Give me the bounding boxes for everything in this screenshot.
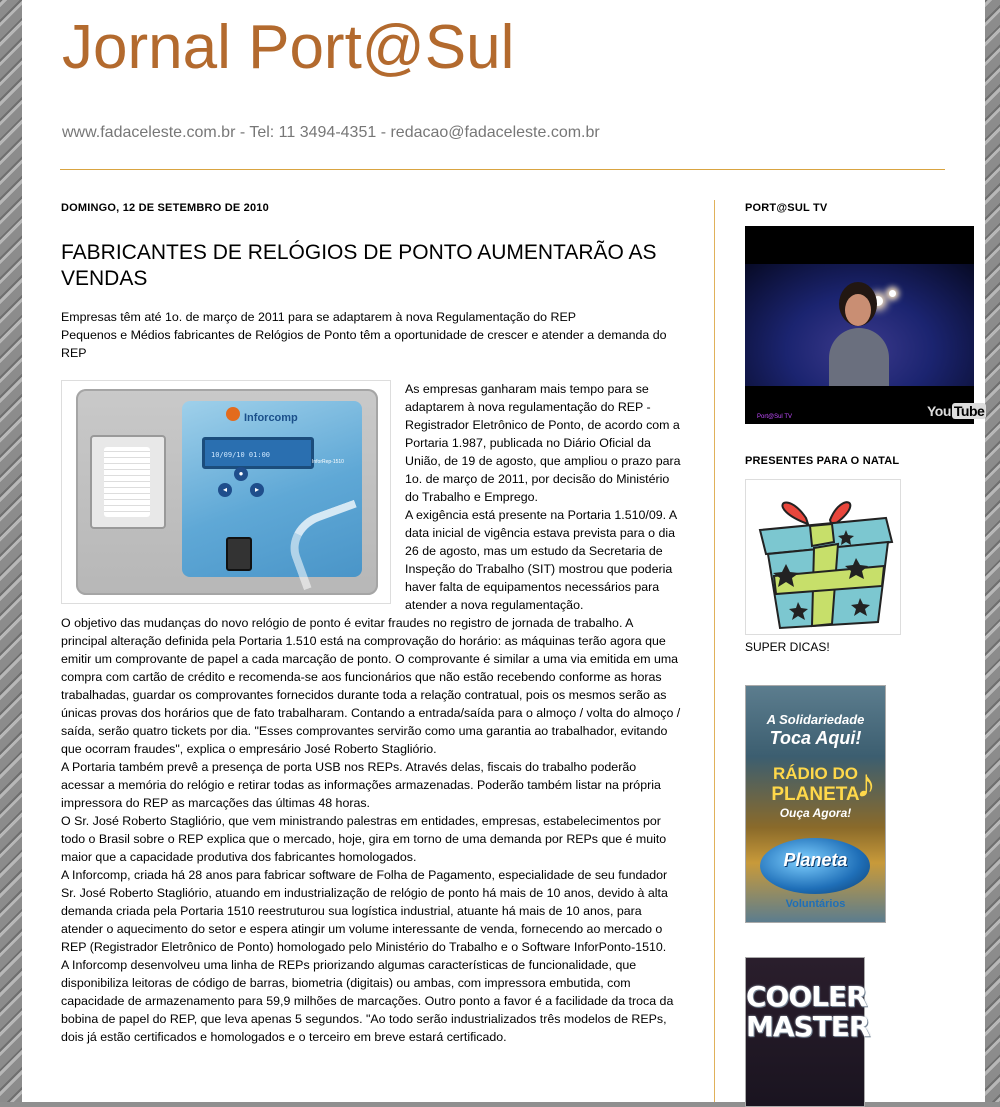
page-background-left	[0, 0, 22, 1102]
banner-text: Voluntários	[785, 898, 846, 910]
paper-roll	[104, 447, 150, 517]
printer-slot	[90, 435, 166, 529]
gifts-heading: PRESENTES PARA O NATAL	[745, 455, 900, 467]
post-paragraph: As empresas ganharam mais tempo para se adaptarem à nova regulamentação do REP - Registrador Eletrônico de Ponto, de acordo com a Portaria 1.987, publicada no Diário Oficial da União, de 19 de agosto, que ampliou o prazo para 1o. de março de 2011, por decisão do Ministério do Trabalho e Emprego.	[405, 382, 681, 504]
page-background-right	[985, 0, 1000, 1102]
banner-text: PLANETA	[771, 784, 860, 805]
banner-text: Planeta	[783, 850, 848, 870]
post-body	[61, 308, 681, 1046]
music-note-icon: ♪	[856, 762, 876, 806]
video-thumbnail	[745, 264, 974, 386]
post-paragraph: A Inforcomp, criada há 28 anos para fabricar software de Folha de Pagamento, especialidade de seu fundador Sr. José Roberto Stagliório, atuando em industrialização de relógio de ponto há mais de 10 anos, devido à alta demanda criada pela Portaria 1510 reestruturou sua logística industrial, atuante há mais de 10 anos, para atender o aquecimento do setor e espera atingir um volume interessante de venda, fornecendo ao mercado o REP (Registrador Eletrônico de Ponto) homologado pelo Ministério do Trabalho e o Software InforPonto-1510.	[61, 868, 668, 954]
post-intro-line: Pequenos e Médios fabricantes de Relógios de Ponto têm a oportunidade de crescer e atender a demanda do REP	[61, 328, 667, 360]
header-divider	[60, 169, 945, 170]
column-divider	[714, 200, 715, 1102]
device-brand: Inforcomp	[244, 412, 298, 424]
banner-text: RÁDIO DO	[773, 764, 858, 783]
post-intro-line: Empresas têm até 1o. de março de 2011 para se adaptarem à nova Regulamentação do REP	[61, 310, 576, 324]
arrow-right-icon: ▸	[250, 483, 264, 497]
gifts-link[interactable]: SUPER DICAS!	[745, 640, 830, 654]
time-clock-device	[76, 389, 378, 595]
youtube-logo-icon[interactable]: You Tube	[927, 403, 985, 419]
gift-image[interactable]	[745, 479, 901, 635]
blog-page	[22, 0, 985, 1102]
lcd-text: 10/09/10 01:00	[211, 451, 271, 459]
post-title[interactable]: FABRICANTES DE RELÓGIOS DE PONTO AUMENTARÃO AS VENDAS	[61, 241, 657, 290]
video-player[interactable]	[745, 226, 985, 424]
video-caption: Port@Sul TV	[757, 414, 792, 420]
blog-title[interactable]: Jornal Port@Sul	[62, 13, 515, 82]
brand-logo-icon	[226, 407, 240, 421]
gift-icon	[746, 480, 900, 634]
device-panel	[182, 401, 362, 577]
cooler-line: MASTER	[746, 1010, 870, 1043]
light-icon	[889, 290, 896, 297]
cooler-line: COOLER	[746, 980, 867, 1013]
tv-heading: PORT@SUL TV	[745, 202, 828, 214]
arrow-left-icon: ◂	[218, 483, 232, 497]
post-paragraph: A exigência está presente na Portaria 1.510/09. A data inicial de vigência estava prevista para o dia 26 de agosto, mas um estudo da Secretaria de Inspeção do Trabalho (SIT) mostrou que poderia haver falta de equipamentos necessários para atender a nova regulamentação.	[405, 508, 677, 612]
banner-text	[746, 980, 870, 1043]
blog-description: www.fadaceleste.com.br - Tel: 11 3494-4351 - redacao@fadaceleste.com.br	[62, 124, 600, 141]
banner-text: Toca Aqui!	[769, 728, 862, 748]
post-paragraph: O objetivo das mudanças do novo relógio de ponto é evitar fraudes no registro de jornada de trabalho. A principal alteração definida pela Portaria 1.510 está na comprovação do horário: as máquinas terão agora que emitir um comprovante de papel a cada marcação de ponto. O comprovante é similar a uma via emitida em uma compra com cartão de crédito e recomenda-se aos funcionários que não estão recebendo conforme as horas trabalhadas, guardar os comprovantes fornecidos durante toda a relação contratual, pois os mesmos serão as únicas provas dos horários que de fato trabalharam. Contando a entrada/saída para o almoço / volta do almoço / saída, serão quatro tickets por dia. "Esses comprovantes servirão como uma garantia ao trabalhador, evitando que ocorram fraudes", explica o empresário José Roberto Stagliório.	[61, 616, 681, 756]
post-paragraph: O Sr. José Roberto Stagliório, que vem ministrando palestras em entidades, empresas, estabelecimentos por todo o Brasil sobre o REP explica que o mercado, hoje, gira em torno de uma demanda por REPs que é muito maior que a capacidade produtiva dos fabricantes homologados.	[61, 814, 667, 864]
product-image[interactable]	[61, 380, 391, 604]
cooler-master-banner[interactable]	[745, 957, 870, 1107]
radio-planeta-banner[interactable]	[745, 685, 886, 923]
post-date: DOMINGO, 12 DE SETEMBRO DE 2010	[61, 202, 269, 214]
post-paragraph: A Portaria também prevê a presença de porta USB nos REPs. Através delas, fiscais do trabalho poderão acessar a memória do relógio e retirar todas as informações armazenadas. Poderão também listar na própria impressora do REP as marcações das últimas 48 horas.	[61, 760, 661, 810]
video-person-body	[829, 328, 889, 386]
post-paragraph: A Inforcomp desenvolveu uma linha de REPs priorizando algumas características de funcionalidade, que disponibiliza leitoras de código de barras, biometria (digitais) ou ambas, com impressora embutida, com capacidade de armazenamento para 59,9 milhões de marcações. Outro ponto a favor é a facilidade da troca da bobina de papel do REP, que leva apenas 5 segundos. "Ao todo serão industrializados três modelos de REPs, dois já estão certificados e homologados e o terceiro em breve estará certificado.	[61, 958, 674, 1044]
device-model: InforRep-1510	[312, 459, 344, 465]
fingerprint-reader	[226, 537, 252, 571]
video-person	[845, 294, 871, 326]
logo-swoosh	[281, 500, 378, 591]
key-icon: ●	[234, 467, 248, 481]
banner-text: Ouça Agora!	[779, 806, 852, 820]
light-icon	[873, 296, 883, 306]
banner-text: A Solidariedade	[766, 712, 865, 727]
device-lcd	[202, 437, 314, 469]
